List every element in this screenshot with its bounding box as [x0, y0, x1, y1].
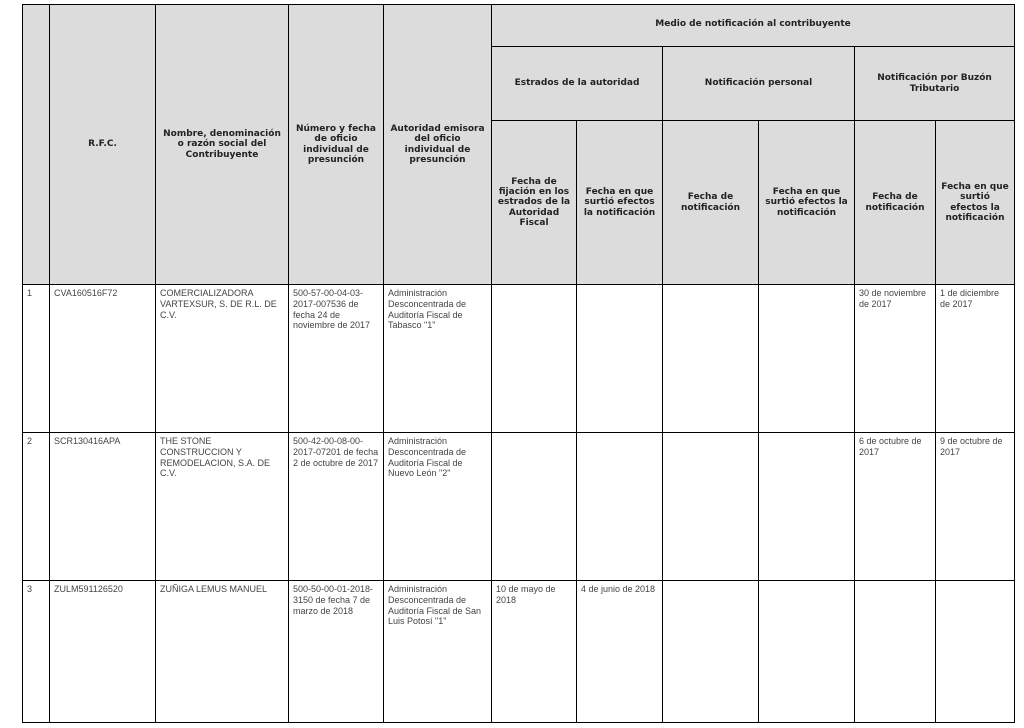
header-personal: Notificación personal: [663, 47, 855, 121]
table-row: [23, 285, 1015, 433]
row-buzon-fecha: 6 de octubre de 2017: [855, 433, 936, 581]
row-personal-fecha: [663, 285, 759, 433]
header-fecha-notif-personal: Fecha de notificación: [663, 121, 759, 285]
row-autoridad: Administración Desconcentrada de Auditoría Fiscal de Tabasco "1": [384, 285, 492, 433]
header-rfc: R.F.C.: [50, 5, 156, 285]
row-estrados-surtio: [577, 433, 663, 581]
header-estrados: Estrados de la autoridad: [492, 47, 663, 121]
header-fecha-notif-buzon: Fecha de notificación: [855, 121, 936, 285]
header-nombre: Nombre, denominación o razón social del Contribuyente: [156, 5, 289, 285]
header-fecha-fijacion: Fecha de fijación en los estrados de la Autoridad Fiscal: [492, 121, 577, 285]
row-nombre: COMERCIALIZADORA VARTEXSUR, S. DE R.L. DE C.V.: [156, 285, 289, 433]
header-fecha-surtio-estrados: Fecha en que surtió efectos la notificación: [577, 121, 663, 285]
header-fecha-surtio-buzon: Fecha en que surtió efectos la notificación: [936, 121, 1015, 285]
row-estrados-fijacion: 10 de mayo de 2018: [492, 581, 577, 723]
row-oficio: 500-57-00-04-03-2017-007536 de fecha 24 de noviembre de 2017: [289, 285, 384, 433]
row-buzon-surtio: 1 de diciembre de 2017: [936, 285, 1015, 433]
row-autoridad: Administración Desconcentrada de Auditoría Fiscal de Nuevo León "2": [384, 433, 492, 581]
header-num: [23, 5, 50, 285]
row-buzon-surtio: 9 de octubre de 2017: [936, 433, 1015, 581]
table-row: [23, 433, 1015, 581]
header-buzon: Notificación por Buzón Tributario: [855, 47, 1015, 121]
row-nombre: THE STONE CONSTRUCCION Y REMODELACION, S.A. DE C.V.: [156, 433, 289, 581]
row-estrados-fijacion: [492, 433, 577, 581]
header-numero-fecha: Número y fecha de oficio individual de presunción: [289, 5, 384, 285]
row-oficio: 500-42-00-08-00-2017-07201 de fecha 2 de octubre de 2017: [289, 433, 384, 581]
header-medio-notificacion: Medio de notificación al contribuyente: [492, 5, 1015, 47]
contribuyentes-table: [22, 4, 1015, 723]
row-estrados-surtio: [577, 285, 663, 433]
table-row: [23, 581, 1015, 723]
row-rfc: ZULM591126520: [50, 581, 156, 723]
row-personal-fecha: [663, 433, 759, 581]
row-estrados-fijacion: [492, 285, 577, 433]
row-buzon-surtio: [936, 581, 1015, 723]
row-autoridad: Administración Desconcentrada de Auditoría Fiscal de San Luis Potosí "1": [384, 581, 492, 723]
row-nombre: ZUÑIGA LEMUS MANUEL: [156, 581, 289, 723]
header-row-1: [23, 5, 1015, 47]
header-autoridad: Autoridad emisora del oficio individual de presunción: [384, 5, 492, 285]
row-rfc: SCR130416APA: [50, 433, 156, 581]
row-number: 3: [23, 581, 50, 723]
row-oficio: 500-50-00-01-2018-3150 de fecha 7 de marzo de 2018: [289, 581, 384, 723]
row-personal-surtio: [759, 433, 855, 581]
row-number: 2: [23, 433, 50, 581]
row-personal-surtio: [759, 285, 855, 433]
row-buzon-fecha: 30 de noviembre de 2017: [855, 285, 936, 433]
row-rfc: CVA160516F72: [50, 285, 156, 433]
row-buzon-fecha: [855, 581, 936, 723]
header-fecha-surtio-personal: Fecha en que surtió efectos la notificación: [759, 121, 855, 285]
row-estrados-surtio: 4 de junio de 2018: [577, 581, 663, 723]
row-number: 1: [23, 285, 50, 433]
row-personal-fecha: [663, 581, 759, 723]
row-personal-surtio: [759, 581, 855, 723]
